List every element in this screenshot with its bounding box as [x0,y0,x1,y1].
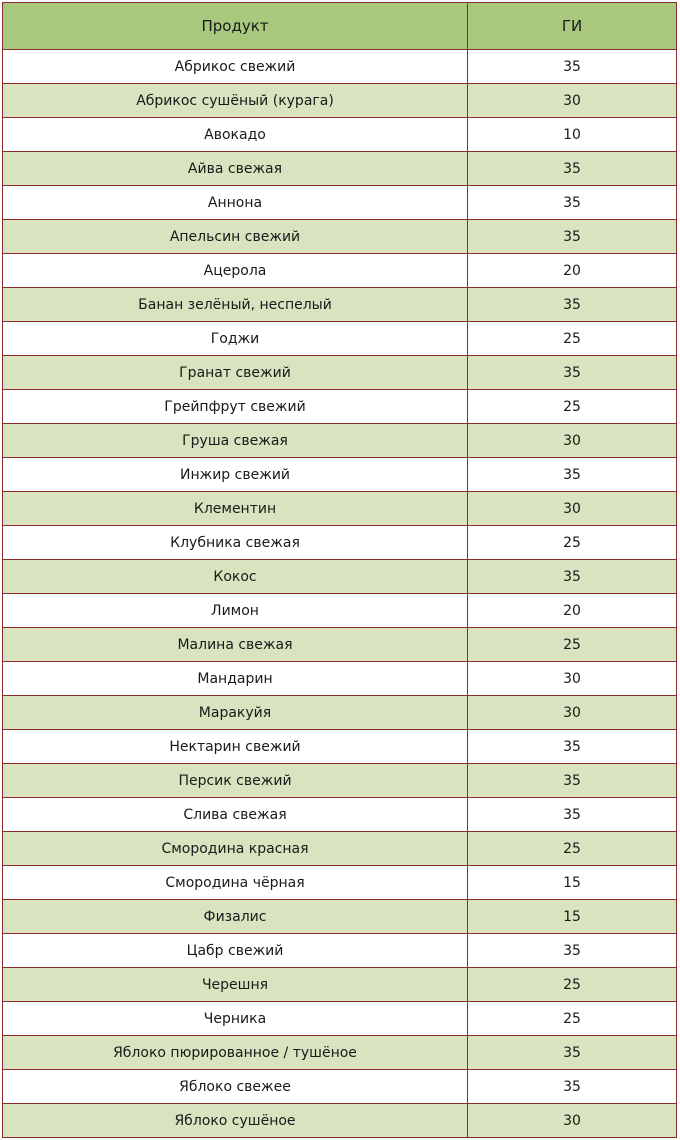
table-row [3,900,677,934]
gi-value-cell: 35 [468,1070,677,1104]
product-cell: Смородина красная [3,832,468,866]
product-cell: Ацерола [3,254,468,288]
product-cell: Инжир свежий [3,458,468,492]
product-cell: Слива свежая [3,798,468,832]
table-row [3,288,677,322]
gi-value-cell: 25 [468,968,677,1002]
table-row [3,628,677,662]
table-row [3,832,677,866]
product-cell: Аннона [3,186,468,220]
gi-value-cell: 25 [468,1002,677,1036]
gi-value-cell: 35 [468,730,677,764]
gi-value-cell: 15 [468,866,677,900]
product-cell: Черешня [3,968,468,1002]
glycemic-index-table [2,2,677,1138]
product-cell: Нектарин свежий [3,730,468,764]
product-cell: Мандарин [3,662,468,696]
product-cell: Цабр свежий [3,934,468,968]
product-cell: Лимон [3,594,468,628]
table-row [3,84,677,118]
table-row [3,50,677,84]
table-row [3,186,677,220]
table-row [3,458,677,492]
product-cell: Маракуйя [3,696,468,730]
table-row [3,1070,677,1104]
gi-value-cell: 30 [468,662,677,696]
table-body [3,50,677,1138]
gi-value-cell: 35 [468,356,677,390]
gi-value-cell: 20 [468,254,677,288]
product-cell: Авокадо [3,118,468,152]
header-row [3,3,677,50]
product-cell: Персик свежий [3,764,468,798]
table-row [3,560,677,594]
gi-value-cell: 25 [468,832,677,866]
gi-value-cell: 35 [468,764,677,798]
gi-value-cell: 35 [468,934,677,968]
table-row [3,254,677,288]
table-row [3,152,677,186]
table-row [3,1036,677,1070]
gi-value-cell: 35 [468,50,677,84]
product-cell: Груша свежая [3,424,468,458]
gi-value-cell: 35 [468,560,677,594]
table-row [3,322,677,356]
table-row [3,696,677,730]
table-row [3,492,677,526]
product-cell: Клубника свежая [3,526,468,560]
product-cell: Яблоко свежее [3,1070,468,1104]
product-cell: Абрикос свежий [3,50,468,84]
product-cell: Абрикос сушёный (курага) [3,84,468,118]
table-row [3,526,677,560]
product-cell: Яблоко пюрированное / тушёное [3,1036,468,1070]
product-cell: Физалис [3,900,468,934]
table-row [3,968,677,1002]
product-cell: Кокос [3,560,468,594]
table-row [3,662,677,696]
product-cell: Смородина чёрная [3,866,468,900]
table-row [3,866,677,900]
gi-value-cell: 25 [468,322,677,356]
table-row [3,1104,677,1138]
gi-value-cell: 35 [468,220,677,254]
table-row [3,730,677,764]
gi-value-cell: 35 [468,152,677,186]
gi-value-cell: 30 [468,1104,677,1138]
gi-value-cell: 35 [468,1036,677,1070]
gi-value-cell: 30 [468,492,677,526]
table-row [3,356,677,390]
table-row [3,594,677,628]
product-cell: Апельсин свежий [3,220,468,254]
gi-value-cell: 25 [468,390,677,424]
product-cell: Малина свежая [3,628,468,662]
column-header-gi: ГИ [468,3,677,50]
table-row [3,764,677,798]
gi-value-cell: 15 [468,900,677,934]
table-row [3,1002,677,1036]
table-header [3,3,677,50]
table-row [3,424,677,458]
gi-value-cell: 35 [468,288,677,322]
table-row [3,390,677,424]
gi-value-cell: 35 [468,186,677,220]
product-cell: Годжи [3,322,468,356]
gi-value-cell: 30 [468,696,677,730]
product-cell: Клементин [3,492,468,526]
gi-value-cell: 30 [468,424,677,458]
product-cell: Айва свежая [3,152,468,186]
table-row [3,220,677,254]
gi-value-cell: 35 [468,458,677,492]
product-cell: Банан зелёный, неспелый [3,288,468,322]
product-cell: Грейпфрут свежий [3,390,468,424]
gi-value-cell: 25 [468,526,677,560]
product-cell: Яблоко сушёное [3,1104,468,1138]
table-row [3,934,677,968]
gi-value-cell: 10 [468,118,677,152]
product-cell: Черника [3,1002,468,1036]
gi-value-cell: 20 [468,594,677,628]
table-row [3,798,677,832]
table-row [3,118,677,152]
product-cell: Гранат свежий [3,356,468,390]
column-header-product: Продукт [3,3,468,50]
gi-value-cell: 35 [468,798,677,832]
gi-value-cell: 25 [468,628,677,662]
gi-value-cell: 30 [468,84,677,118]
